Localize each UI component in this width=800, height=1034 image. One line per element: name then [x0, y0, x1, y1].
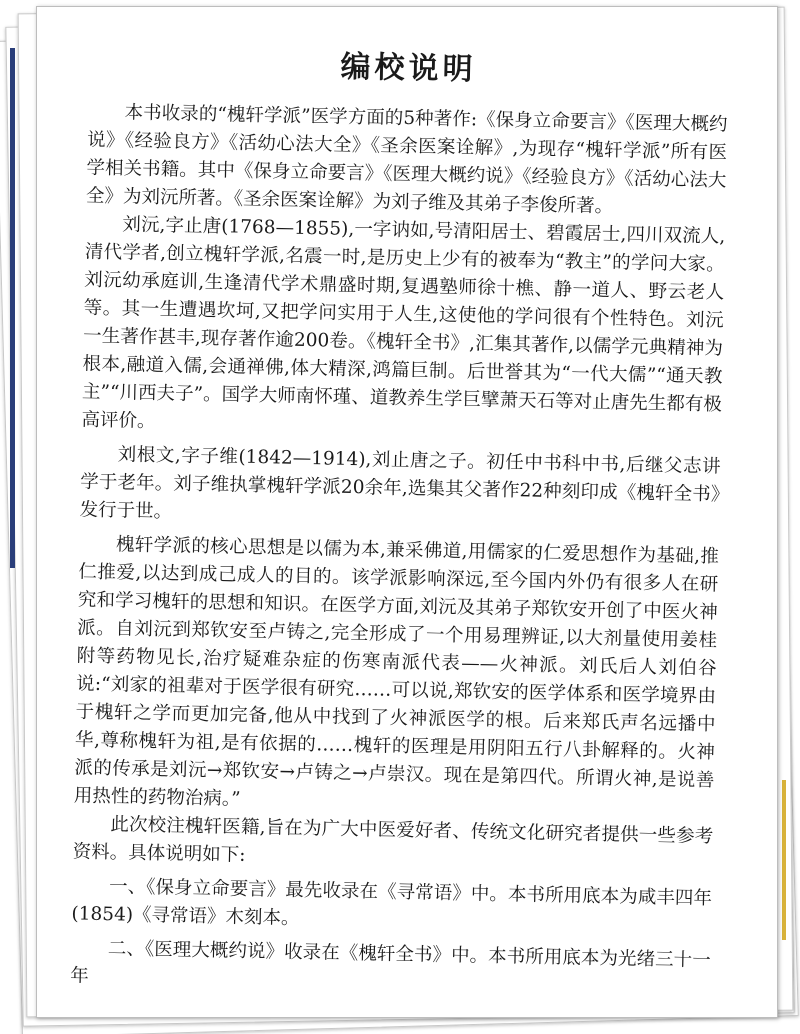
- paragraph-item-one: 一、《保身立命要言》最先收录在《寻常语》中。本书所用底本为咸丰四年(1854)《寻常语》木刻本。: [71, 876, 713, 929]
- paragraph-purpose: 此次校注槐轩医籍,旨在为广大中医爱好者、传统文化研究者提供一些参考资料。具体说明如下:: [72, 814, 714, 866]
- document-page: [36, 6, 778, 1018]
- paragraph-intro: 本书收录的“槐轩学派”医学方面的5种著作:《保身立命要言》《医理大概约说》《经验良方》《活幼心法大全》《圣余医案诠解》,为现存“槐轩学派”所有医学相关书籍。其中《保身立命要言》《医理大概约说》《经验良方》《活幼心法大全》为刘沅所著。《圣余医案诠解》为刘子维及其弟子李俊所著。: [85, 102, 728, 218]
- document-title: 编校说明: [340, 49, 477, 88]
- book-cover-edge: [782, 780, 786, 940]
- document-body: [70, 41, 729, 1004]
- paragraph-liu-yuan: 刘沅,字止唐(1768—1855),一字讷如,号清阳居士、碧霞居士,四川双流人,清代学者,创立槐轩学派,名震一时,是历史上少有的被奉为“教主”的学问大家。刘沅幼承庭训,生逢清代学术鼎盛时期,复遇塾师徐十樵、静一道人、野云老人等。其一生遭遇坎坷,又把学问实用于人生,这使他的学问很有个性特色。刘沅一生著作甚丰,现存著作逾200卷。《槐轩全书》,汇集其著作,以儒学元典精神为根本,融道入儒,会通禅佛,体大精深,鸿篇巨制。后世誉其为“一代大儒”“通天教主”“川西夫子”。国学大师南怀瑾、道教养生学巨擘萧天石等对止唐先生都有极高评价。: [81, 214, 726, 432]
- paragraph-item-two: 二、《医理大概约说》收录在《槐轩全书》中。本书所用底本为光绪三十一年: [70, 938, 711, 987]
- paragraph-liu-genwen: 刘根文,字子维(1842—1914),刘止唐之子。初任中书科中书,后继父志讲学于老年。刘子维执掌槐轩学派20余年,选集其父著作22种刻印成《槐轩全书》发行于世。: [79, 444, 721, 523]
- paragraph-school-thought: 槐轩学派的核心思想是以儒为本,兼采佛道,用儒家的仁爱思想作为基础,推仁推爱,以达到成己成人的目的。该学派影响深远,至今国内外仍有很多人在研究和学习槐轩的思想和知识。在医学方面,刘沅及其弟子郑钦安开创了中医火神派。自刘沅到郑钦安至卢铸之,完全形成了一个用易理辨证,以大剂量使用姜桂附等药物见长,治疗疑难杂症的伤寒南派代表——火神派。刘氏后人刘伯谷说:“刘家的祖辈对于医学很有研究……可以说,郑钦安的医学体系和医学境界由于槐轩之学而更加完备,他从中找到了火神派医学的根。后来郑氏声名远播中华,尊称槐轩为祖,是有依据的……槐轩的医理是用阴阳五行八卦解释的。火神派的传承是刘沅→郑钦安→卢铸之→卢崇汉。现在是第四代。所谓火神,是说善用热性的药物治病。”: [73, 534, 720, 810]
- book-cover-edge: [10, 48, 15, 568]
